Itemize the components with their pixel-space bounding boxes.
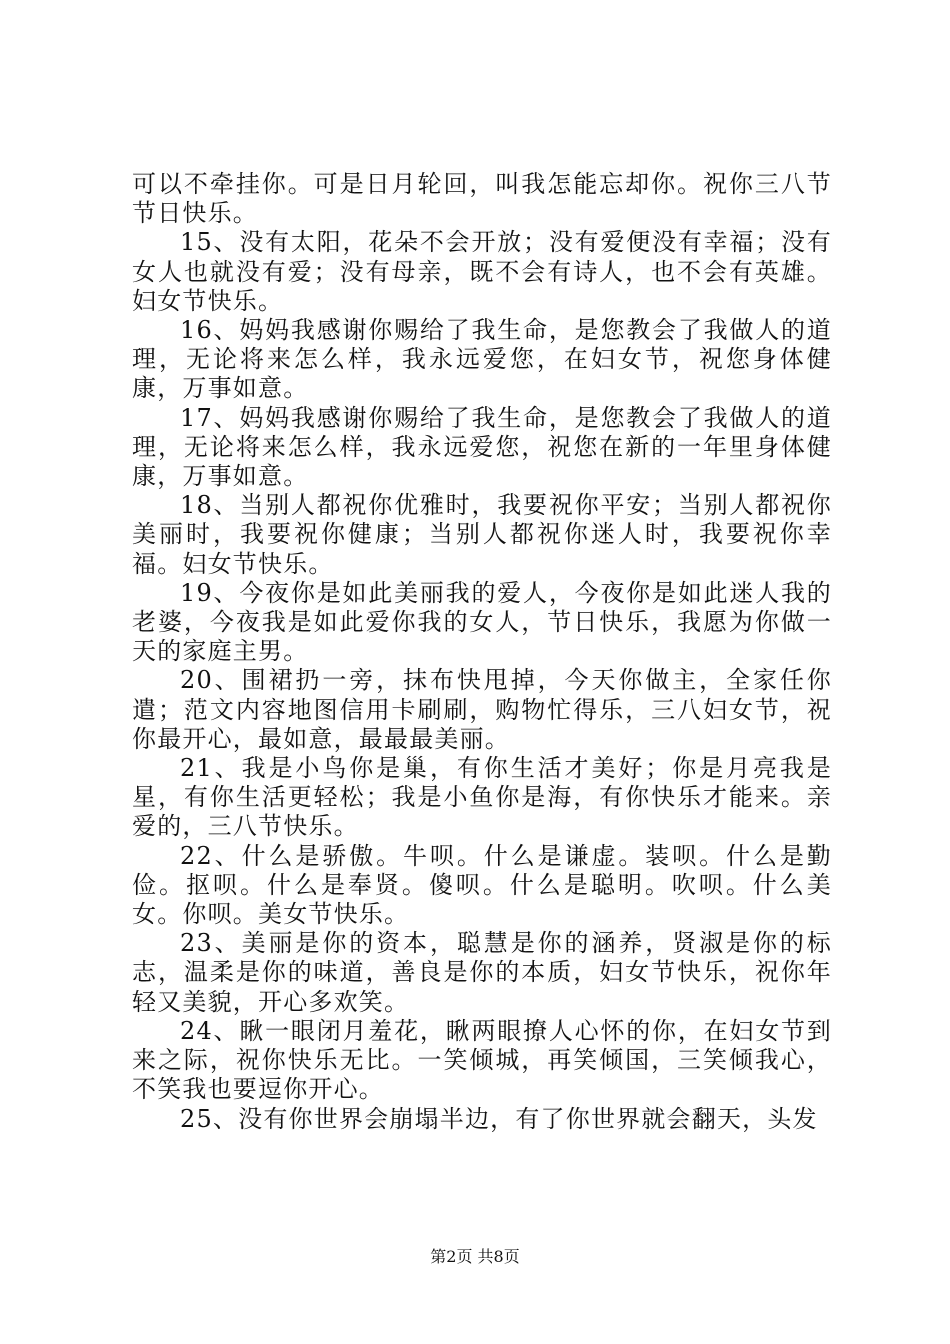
paragraph-item-20: 20、围裙扔一旁，抹布快甩掉，今天你做主，全家任你遣；范文内容地图信用卡刷刷，购物忙得乐，三八妇女节，祝你最开心，最如意，最最最美丽。	[132, 666, 832, 753]
paragraph-item-18: 18、当别人都祝你优雅时，我要祝你平安；当别人都祝你美丽时，我要祝你健康；当别人都祝你迷人时，我要祝你幸福。妇女节快乐。	[132, 491, 832, 578]
document-body	[132, 170, 832, 1134]
paragraph-item-25: 25、没有你世界会崩塌半边，有了你世界就会翻天，头发	[180, 1104, 818, 1133]
paragraph-item-16: 16、妈妈我感谢你赐给了我生命，是您教会了我做人的道理，无论将来怎么样，我永远爱您，在妇女节，祝您身体健康，万事如意。	[132, 316, 832, 403]
paragraph-item-24: 24、瞅一眼闭月羞花，瞅两眼撩人心怀的你，在妇女节到来之际，祝你快乐无比。一笑倾城，再笑倾国，三笑倾我心，不笑我也要逗你开心。	[132, 1016, 832, 1104]
paragraph-item-17: 17、妈妈我感谢你赐给了我生命，是您教会了我做人的道理，无论将来怎么样，我永远爱您，祝您在新的一年里身体健康，万事如意。	[132, 403, 832, 491]
paragraph-item-22: 22、什么是骄傲。牛呗。什么是谦虚。装呗。什么是勤俭。抠呗。什么是奉贤。傻呗。什么是聪明。吹呗。什么美女。你呗。美女节快乐。	[132, 841, 832, 929]
paragraph-item-19: 19、今夜你是如此美丽我的爱人，今夜你是如此迷人我的老婆，今夜我是如此爱你我的女人，节日快乐，我愿为你做一天的家庭主男。	[132, 578, 832, 666]
paragraph-item-21: 21、我是小鸟你是巢，有你生活才美好；你是月亮我是星，有你生活更轻松；我是小鱼你是海，有你快乐才能来。亲爱的，三八节快乐。	[132, 754, 832, 841]
paragraph-item-15: 15、没有太阳，花朵不会开放；没有爱便没有幸福；没有女人也就没有爱；没有母亲，既不会有诗人，也不会有英雄。妇女节快乐。	[132, 228, 832, 315]
paragraph-item-23: 23、美丽是你的资本，聪慧是你的涵养，贤淑是你的标志，温柔是你的味道，善良是你的本质，妇女节快乐，祝你年轻又美貌，开心多欢笑。	[132, 929, 832, 1016]
paragraph-continuation: 可以不牵挂你。可是日月轮回，叫我怎能忘却你。祝你三八节节日快乐。	[132, 170, 832, 228]
page-number-footer: 第2页 共8页	[430, 1247, 520, 1266]
